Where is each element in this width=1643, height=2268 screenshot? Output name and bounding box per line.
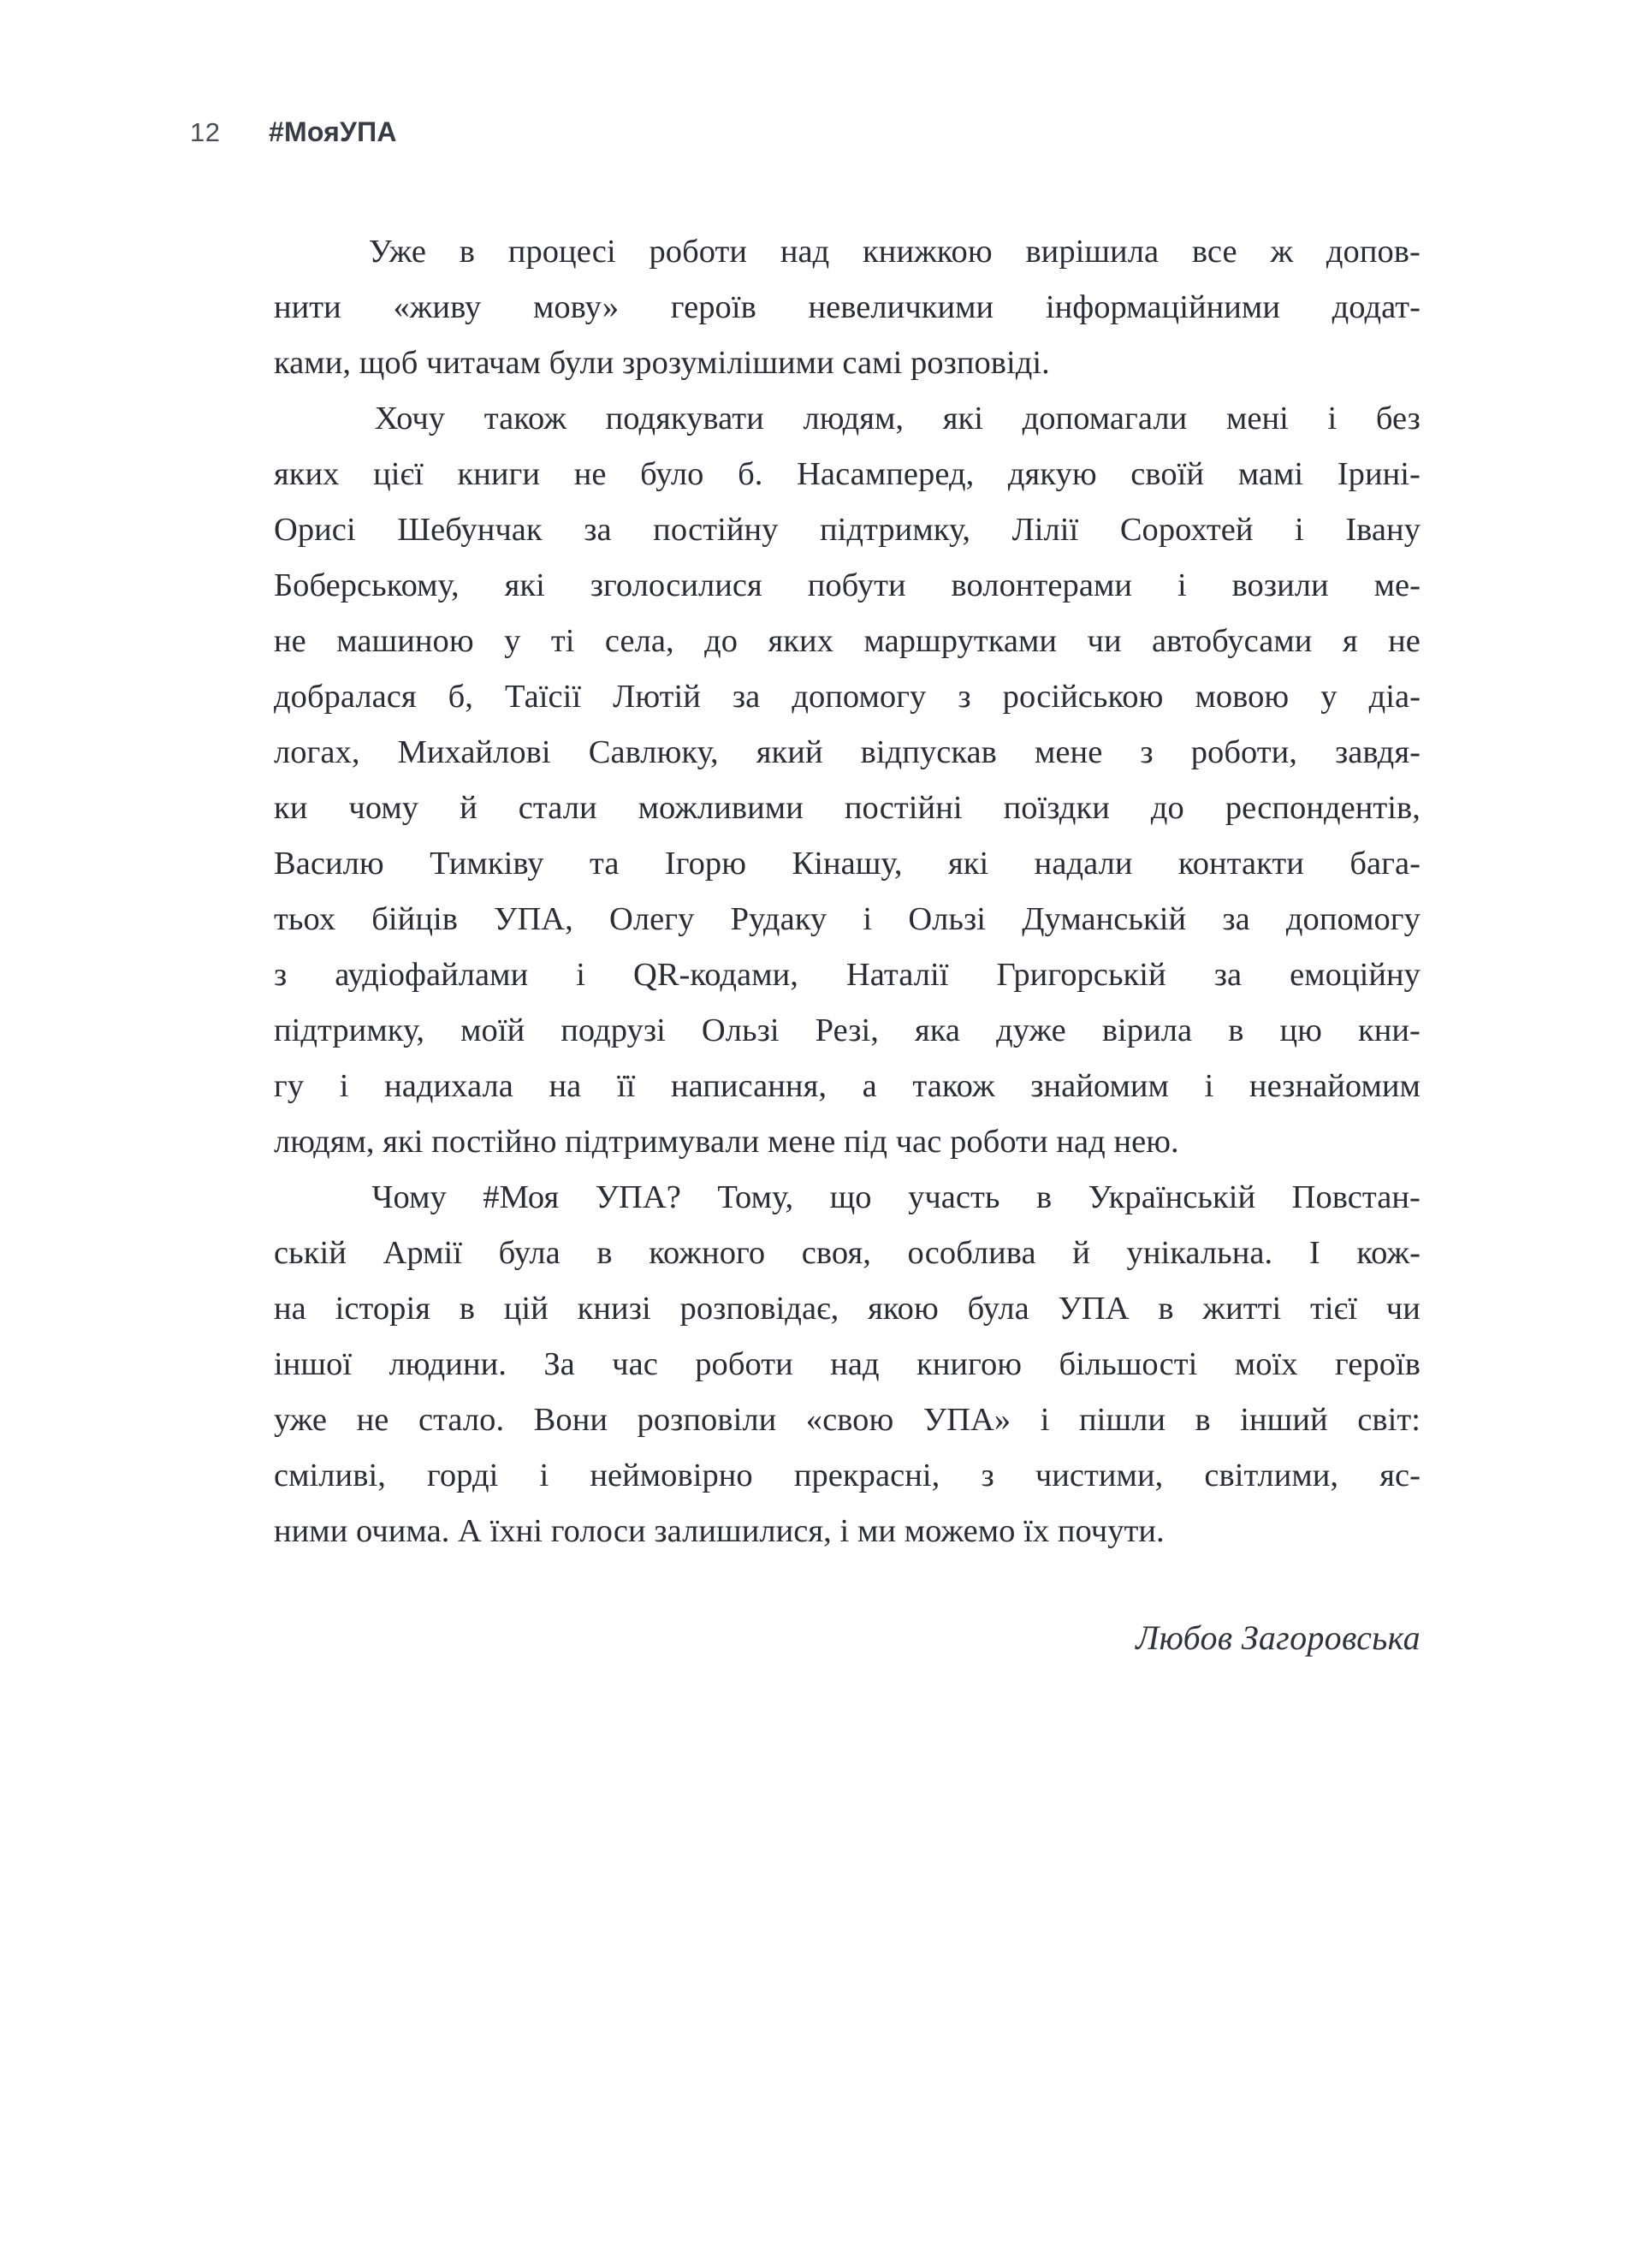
text-word: маршрутками [863,623,1058,659]
text-word: не [274,623,306,659]
text-word: Уже [368,234,426,270]
text-word: горді [426,1458,499,1493]
text-word: стало. [418,1402,505,1438]
text-line [274,502,1421,558]
text-word: з [981,1458,994,1493]
text-word: людини. [389,1346,507,1382]
text-word: Повстан- [1291,1179,1421,1215]
paragraph [274,224,1421,391]
text-word: я [1342,623,1358,659]
text-word: діа- [1368,679,1421,715]
text-word: Орисі [274,512,356,548]
text-word: роботи, [1190,734,1297,770]
text-word: на [274,1291,306,1327]
text-word: ки [274,790,308,826]
text-word: постійну [653,512,779,548]
text-word: чому [348,790,419,826]
text-word: Ігорю [664,846,747,882]
text-word: у [1320,679,1338,715]
text-word: Лютій [613,679,701,715]
text-word: нити [274,289,341,325]
text-word: мамі [1237,456,1304,492]
text-line [274,335,1421,391]
text-word: емоційну [1290,957,1421,993]
text-word: в [459,234,476,270]
text-word: б, [448,679,473,715]
text-word: яс- [1379,1458,1421,1493]
text-word: яких [274,456,340,492]
text-word: допомогу [1285,901,1421,937]
signature-name: Любов Загоровська [1136,1618,1421,1657]
book-title: #МояУПА [269,116,397,147]
text-word: Івану [1345,512,1421,548]
text-word: Наталії [845,957,949,993]
text-line [274,1448,1421,1504]
text-line [274,1170,1421,1226]
text-word: над [780,234,830,270]
text-word: інформаційними [1045,289,1280,325]
text-word: і [1327,401,1338,436]
text-word: розповіли [637,1402,777,1438]
text-word: за [1222,901,1250,937]
text-word: чистими, [1035,1458,1164,1493]
text-word: процесі [507,234,616,270]
text-word: постійні [844,790,963,826]
text-word: сміливі, [274,1458,386,1493]
text-word: Василю [274,846,384,882]
text-word: #Моя [483,1179,560,1215]
text-word: написання, [670,1068,827,1104]
text-line [274,669,1421,725]
text-word: житті [1202,1291,1282,1327]
text-word: унікальна. [1126,1235,1273,1271]
text-line [274,391,1421,447]
text-word: з [274,957,288,993]
text-word: не [356,1402,389,1438]
text-word: «свою [805,1402,894,1438]
paragraph [274,391,1421,1170]
text-word: не [1388,623,1421,659]
text-word: Боберському, [274,567,460,603]
text-word: кож- [1356,1235,1421,1271]
text-word: а [862,1068,877,1104]
text-word: за [1213,957,1243,993]
text-word: в [596,1235,613,1271]
text-word: роботи [695,1346,793,1382]
text-word: і [863,901,873,937]
text-word: дуже [996,1012,1066,1048]
text-word: історія [335,1291,430,1327]
text-word: чи [1385,1291,1421,1327]
text-word: також [912,1068,995,1104]
text-word: УПА, [494,901,573,937]
text-word: добралася [274,679,417,715]
text-word: в [459,1291,475,1327]
text-word: особлива [907,1235,1036,1271]
text-word: неймовірно [590,1458,753,1493]
text-word: Резі, [815,1012,879,1048]
text-word: роботи [649,234,748,270]
text-word: підтримку, [274,1012,425,1048]
text-word: автобусами [1152,623,1313,659]
text-word: І [1308,1235,1320,1271]
text-word: бійців [371,901,458,937]
text-word: книги [457,456,541,492]
text-word: які [947,846,989,882]
text-word: ті [550,623,575,659]
text-word: та [589,846,620,882]
text-word: людям, [803,401,905,436]
text-word: ж [1270,234,1294,270]
text-word: ській [274,1235,347,1271]
text-word: Савлюку, [588,734,719,770]
text-run: людям, які постійно підтримували мене під час роботи над нею. [274,1124,1179,1160]
text-word: вірила [1101,1012,1193,1048]
first-line-indent [274,224,335,280]
text-word: відпускав [860,734,997,770]
text-run: ками, щоб читачам були зрозумілішими самі розповіді. [274,345,1050,381]
text-word: Таїсії [505,679,582,715]
text-word: мені [1225,401,1289,436]
text-word: що [829,1179,872,1215]
text-word: цієї [373,456,424,492]
text-word: який [756,734,823,770]
text-line [274,280,1421,335]
text-word: яких [768,623,834,659]
text-word: тьох [274,901,336,937]
first-line-indent [274,391,335,447]
text-word: УПА [1058,1291,1130,1327]
text-line [274,1003,1421,1059]
text-line [274,447,1421,502]
text-word: і [576,957,585,993]
text-word: і [539,1458,549,1493]
text-word: Думанській [1022,901,1187,937]
text-word: села, [604,623,674,659]
text-word: була [967,1291,1029,1327]
text-word: мене [1034,734,1103,770]
text-word: Насамперед, [797,456,975,492]
text-word: в [1036,1179,1053,1215]
text-word: пішли [1078,1402,1166,1438]
text-word: до [704,623,738,659]
text-word: на [549,1068,582,1104]
text-word: в [1158,1291,1174,1327]
text-word: подякувати [605,401,764,436]
text-word: прекрасні, [793,1458,940,1493]
text-line [274,1392,1421,1448]
author-signature [274,1614,1421,1662]
text-word: книгою [916,1346,1023,1382]
text-word: за [584,512,612,548]
text-line [274,725,1421,781]
text-word: у [504,623,521,659]
text-word: допомогу [792,679,927,715]
text-word: Ользі [908,901,987,937]
text-word: аудіофайлами [335,957,529,993]
text-word: допов- [1326,234,1421,270]
text-word: Тому, [717,1179,794,1215]
text-word: героїв [670,289,756,325]
text-word: вирішила [1025,234,1160,270]
text-word: кни- [1357,1012,1421,1048]
text-word: до [1150,790,1184,826]
text-word: підтримку, [819,512,971,548]
text-word: уже [274,1402,328,1438]
text-word: моїй [460,1012,525,1048]
text-word: які [942,401,983,436]
text-word: дякую [1007,456,1097,492]
page-number: 12 [190,117,221,147]
text-word: й [1072,1235,1090,1271]
text-word: інший [1240,1402,1328,1438]
text-word: Тимківу [430,846,544,882]
text-word: Рудаку [730,901,827,937]
text-run: ними очима. А їхні голоси залишилися, і ми можемо їх почути. [274,1513,1165,1549]
text-word: в [1195,1402,1211,1438]
text-word: світ: [1357,1402,1421,1438]
text-word: все [1191,234,1237,270]
text-word: не [573,456,607,492]
running-header [190,116,397,148]
text-word: респондентів, [1225,790,1421,826]
text-line [274,781,1421,836]
text-word: Кінашу, [792,846,903,882]
text-word: героїв [1334,1346,1421,1382]
text-word: було [640,456,704,492]
text-word: гу [274,1068,305,1104]
text-word: книжкою [863,234,993,270]
text-word: надихала [384,1068,513,1104]
text-word: логах, [274,734,360,770]
text-word: Хочу [374,401,446,436]
paragraph [274,1170,1421,1559]
text-word: подрузі [561,1012,666,1048]
text-word: якою [868,1291,939,1327]
text-word: цю [1279,1012,1322,1048]
text-word: без [1375,401,1421,436]
text-word: в [1228,1012,1244,1048]
text-word: УПА» [922,1402,1011,1438]
text-word: російською [1002,679,1164,715]
text-word: допомагали [1022,401,1188,436]
text-line [274,1504,1421,1559]
text-word: «живу [393,289,482,325]
body-text [274,224,1421,1559]
text-word: надали [1034,846,1133,882]
text-word: Олегу [609,901,695,937]
text-word: Григорській [996,957,1166,993]
text-word: стали [518,790,597,826]
text-line [274,1059,1421,1114]
first-line-indent [274,1170,335,1226]
text-word: ме- [1373,567,1421,603]
text-word: додат- [1332,289,1421,325]
text-word: незнайомим [1249,1068,1421,1104]
text-word: і [1204,1068,1214,1104]
text-word: світлими, [1204,1458,1339,1493]
text-word: також [483,401,567,436]
text-word: возили [1231,567,1329,603]
text-line [274,1281,1421,1337]
text-word: з [958,679,971,715]
text-word: і [1177,567,1187,603]
text-word: й [460,790,477,826]
text-word: бага- [1349,846,1421,882]
text-word: своя, [801,1235,871,1271]
text-word: зголосилися [590,567,762,603]
text-word: була [498,1235,561,1271]
text-word: Сорохтей [1119,512,1254,548]
text-word: можливими [638,790,804,826]
text-word: і [1040,1402,1050,1438]
text-word: кожного [649,1235,766,1271]
text-word: Лілії [1011,512,1079,548]
text-word: книзі [577,1291,651,1327]
text-word: б. [738,456,763,492]
text-word: участь [908,1179,1000,1215]
text-line [274,1337,1421,1392]
text-word: розповідає, [679,1291,839,1327]
text-word: Шебунчак [397,512,543,548]
text-line [274,1226,1421,1281]
text-word: чи [1087,623,1122,659]
text-word: Ірині- [1337,456,1421,492]
text-word: і [1295,512,1304,548]
text-word: знайомим [1030,1068,1169,1104]
text-word: над [830,1346,880,1382]
text-word: Вони [533,1402,608,1438]
text-line [274,224,1421,280]
text-word: Ользі [701,1012,780,1048]
text-line [274,614,1421,669]
text-word: з [1140,734,1154,770]
text-word: УПА? [595,1179,681,1215]
text-word: За [543,1346,575,1382]
text-word: які [504,567,545,603]
text-word: волонтерами [951,567,1133,603]
text-line [274,892,1421,947]
text-word: побути [807,567,906,603]
text-word: завдя- [1335,734,1421,770]
text-word: тієї [1310,1291,1357,1327]
text-line [274,836,1421,892]
text-word: контакти [1177,846,1304,882]
text-word: мовою [1195,679,1290,715]
text-word: своїй [1130,456,1205,492]
text-word: Чому [371,1179,447,1215]
text-line [274,558,1421,614]
text-word: невеличкими [808,289,994,325]
text-word: Українській [1088,1179,1256,1215]
text-word: моїх [1234,1346,1298,1382]
text-line [274,947,1421,1003]
text-word: іншої [274,1346,353,1382]
text-word: і [339,1068,349,1104]
text-word: Армії [383,1235,462,1271]
text-word: мову» [532,289,620,325]
text-line [274,1114,1421,1170]
text-word: більшості [1059,1346,1198,1382]
text-word: машиною [336,623,474,659]
text-word: Михайлові [397,734,551,770]
text-word: час [612,1346,658,1382]
text-word: за [732,679,761,715]
text-word: її [616,1068,636,1104]
text-word: поїздки [1003,790,1110,826]
text-word: яка [914,1012,961,1048]
text-word: цій [503,1291,549,1327]
text-word: QR-кодами, [632,957,798,993]
